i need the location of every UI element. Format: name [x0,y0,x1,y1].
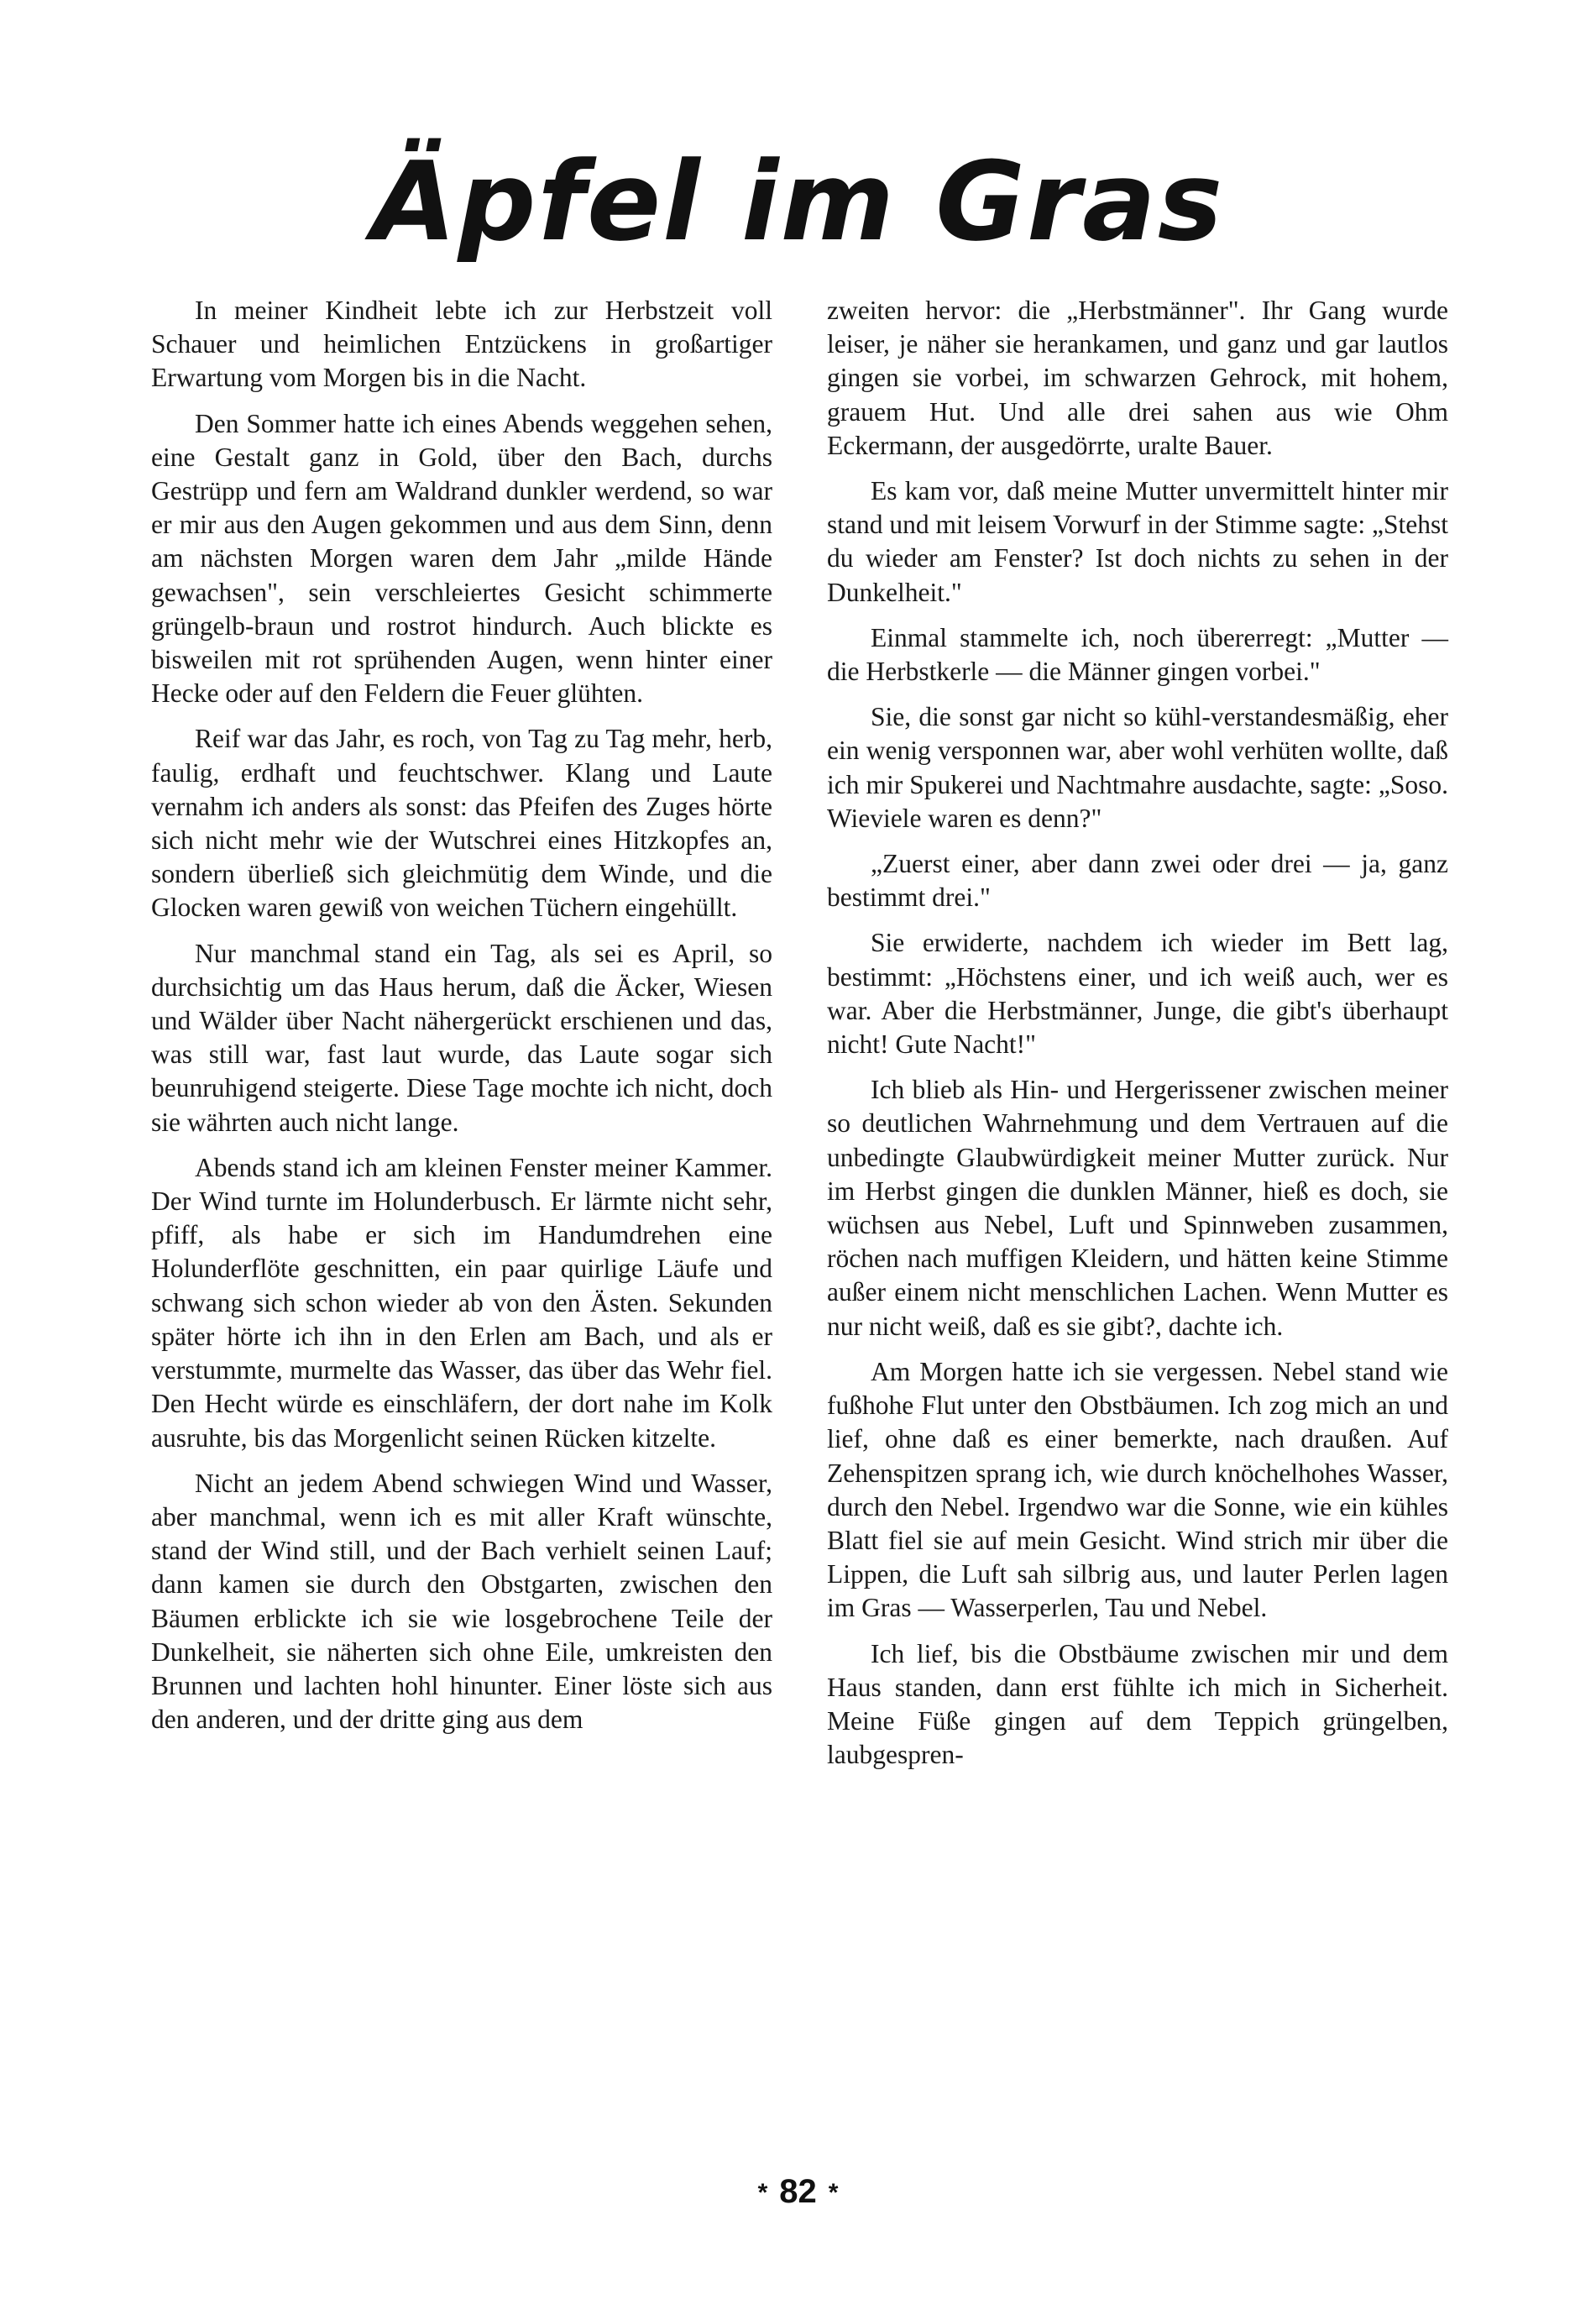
paragraph: Sie erwiderte, nachdem ich wieder im Bett lag, bestimmt: „Höchstens einer, und ich weiß auch, wer es war. Aber die Herbstmänner, Junge, die gibt's überhaupt nicht! Gute Nacht!" [827,928,1448,1060]
paragraph: Nicht an jedem Abend schwiegen Wind und Wasser, aber manchmal, wenn ich es mit aller Kraft wünschte, stand der Wind still, und der Bach verhielt seinen Lauf; dann kamen sie durch den Obstgarten, zwischen den Bäumen erblickte ich sie wie losgebrochene Teile der Dunkelheit, sie näherten sich ohne Eile, umkreisten den Brunnen und lachten hohl hinunter. Einer löste sich aus den anderen, und der dritte ging aus dem [151,1468,772,1735]
text-column-right [827,294,1448,1783]
paragraph-continuation: zweiten hervor: die „Herbstmänner". Ihr Gang wurde leiser, je näher sie herankamen, und ganz und gar lautlos gingen sie vorbei, im schwarzen Gehrock, mit hohem, grauem Hut. Und alle drei sahen aus wie Ohm Eckermann, der ausgedörrte, uralte Bauer. [827,296,1448,460]
paragraph: Es kam vor, daß meine Mutter unvermittelt hinter mir stand und mit leisem Vorwurf in der Stimme sagte: „Stehst du wieder am Fenster? Ist doch nichts zu sehen in der Dunkelheit." [827,476,1448,607]
paragraph: Am Morgen hatte ich sie vergessen. Nebel stand wie fußhohe Flut unter den Obstbäumen. Ich zog mich an und lief, ohne daß es einer bemerkte, nach draußen. Auf Zehenspitzen sprang ich, wie durch knöchelhohes Wasser, durch den Nebel. Irgendwo war die Sonne, wie ein kühles Blatt fiel sie auf mein Gesicht. Wind strich mir über die Lippen, die Luft sah silbrig aus, und lauter Perlen lagen im Gras — Wasserperlen, Tau und Nebel. [827,1356,1448,1623]
page-footer [0,2171,1596,2214]
paragraph: „Zuerst einer, aber dann zwei oder drei — ja, ganz bestimmt drei." [827,849,1448,913]
paragraph: Ich blieb als Hin- und Hergerissener zwischen meiner so deutlichen Wahrnehmung und dem Vertrauen auf die unbedingte Glaubwürdigkeit meiner Mutter zurück. Nur im Herbst gingen die dunklen Männer, hieß es doch, sie wüchsen aus Nebel, Luft und Spinnweben zusammen, röchen nach muffigen Kleidern, und hätten keine Stimme außer einem nicht menschlichen Lachen. Wenn Mutter es nur nicht weiß, daß es sie gibt?, dachte ich. [827,1075,1448,1341]
star-ornament-left: * [757,2179,768,2207]
paragraph: In meiner Kindheit lebte ich zur Herbstzeit voll Schauer und heimlichen Entzückens in großartiger Erwartung vom Morgen bis in die Nacht. [151,296,772,393]
paragraph: Reif war das Jahr, es roch, von Tag zu Tag mehr, herb, faulig, erdhaft und feuchtschwer. Klang und Laute vernahm ich anders als sonst: das Pfeifen des Zuges hörte sich nicht mehr wie der Wutschrei eines Hitzkopfes an, sondern überließ sich gleichmütig dem Winde, und die Glocken waren gewiß von weichen Tüchern eingehüllt. [151,724,772,923]
paragraph: Abends stand ich am kleinen Fenster meiner Kammer. Der Wind turnte im Holunderbusch. Er lärmte nicht sehr, pfiff, als habe er sich im Handumdrehen eine Holunderflöte geschnitten, ein paar quirlige Läufe und schwang sich schon wieder ab von den Ästen. Sekunden später hörte ich ihn in den Erlen am Bach, und als er verstummte, murmelte das Wasser, das über das Wehr fiel. Den Hecht würde es einschläfern, der dort nahe im Kolk ausruhte, bis das Morgenlicht seinen Rücken kitzelte. [151,1152,772,1453]
page-title: Äpfel im Gras [371,138,1225,265]
paragraph: Nur manchmal stand ein Tag, als sei es April, so durchsichtig um das Haus herum, daß die Äcker, Wiesen und Wälder über Nacht nähergerückt erschienen und das, was still war, fast laut wurde, das Laute sogar sich beunruhigend steigerte. Diese Tage mochte ich nicht, doch sie währten auch nicht lange. [151,938,772,1137]
star-ornament-right: * [828,2179,839,2207]
paragraph: Den Sommer hatte ich eines Abends weggehen sehen, eine Gestalt ganz in Gold, über den Bach, durchs Gestrüpp und fern am Waldrand dunkler werdend, so war er mir aus den Augen gekommen und aus dem Sinn, denn am nächsten Morgen waren dem Jahr „milde Hände gewachsen", sein verschleiertes Gesicht schimmerte grüngelb-braun und rostrot hindurch. Auch blickte es bisweilen mit rot sprühenden Augen, wenn hinter einer Hecke oder auf den Feldern die Feuer glühten. [151,408,772,709]
page-number: 82 [779,2173,817,2210]
paragraph: Einmal stammelte ich, noch übererregt: „Mutter — die Herbstkerle — die Männer gingen vorbei." [827,622,1448,687]
paragraph: Ich lief, bis die Obstbäume zwischen mir und dem Haus standen, dann erst fühlte ich mich in Sicherheit. Meine Füße gingen auf dem Teppich grüngelben, laubgespren- [827,1638,1448,1770]
paragraph: Sie, die sonst gar nicht so kühl-verstandesmäßig, eher ein wenig versponnen war, aber wohl verhüten wollte, daß ich mir Spukerei und Nachtmahre ausdachte, sagte: „Soso. Wieviele waren es denn?" [827,702,1448,833]
text-column-left [151,294,772,1748]
